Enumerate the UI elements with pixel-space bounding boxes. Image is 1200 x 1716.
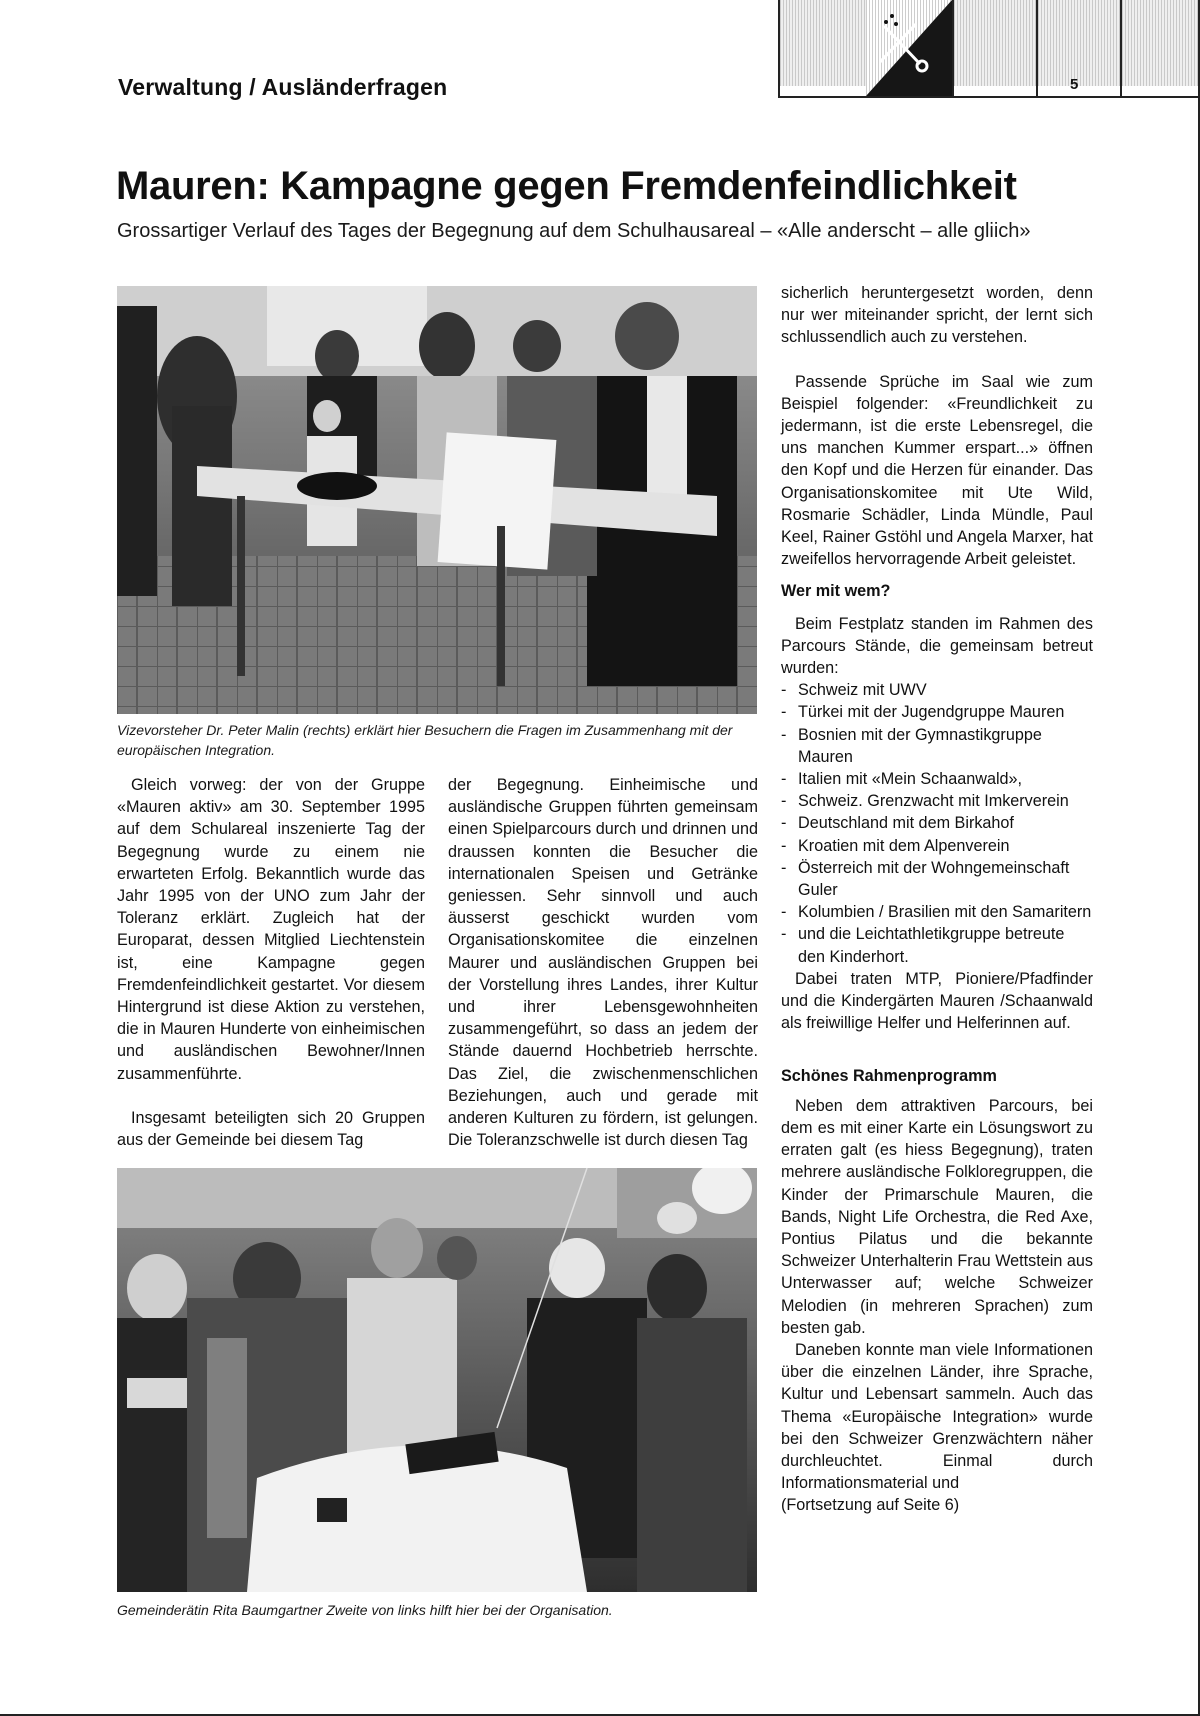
stand-list (781, 679, 1093, 968)
article-title: Mauren: Kampagne gegen Fremdenfeindlichkeit (116, 164, 1017, 208)
photo2-caption: Gemeinderätin Rita Baumgartner Zweite von links hilft hier bei der Organisation. (117, 1602, 613, 1618)
list-item: - Italien mit «Mein Schaanwald», (781, 768, 1093, 790)
tab-cell (1038, 0, 1122, 98)
list-item: - Kolumbien / Brasilien mit den Samaritern (781, 901, 1093, 923)
subheading-rahmenprogramm: Schönes Rahmenprogramm (781, 1066, 997, 1085)
text-column-3 (781, 282, 1093, 1517)
article-subtitle: Grossartiger Verlauf des Tages der Begegnung auf dem Schulhausareal – «Alle anderscht – alle gliich» (117, 220, 1031, 242)
crossed-tools-icon (866, 0, 952, 96)
paragraph: Gleich vorweg: der von der Gruppe «Mauren aktiv» am 30. September 1995 auf dem Schulareal inszenierte Tag der Begegnung wurde zu einem nie erwarteten Erfolg. Bekanntlich wurde das Jahr 1995 von der UNO zum Jahr der Toleranz erklärt. Zugleich hat der Europarat, dessen Mitglied Liechtenstein ist, eine Kampagne gegen Fremdenfeindlichkeit gestartet. Vor diesem Hintergrund ist diese Aktion zu verstehen, die in Mauren Hunderte von einheimischen und ausländischen Bewohner/Innen zusammenführte. (117, 776, 425, 1083)
header-rule (778, 96, 1200, 98)
tab-cell (778, 0, 868, 98)
logo-tab (866, 0, 954, 98)
paragraph: sicherlich heruntergesetzt worden, denn nur wer miteinander spricht, der lernt sich schlussendlich auch zu verstehen. (781, 284, 1093, 347)
paragraph: Neben dem attraktiven Parcours, bei dem es mit einer Karte ein Lösungswort zu erraten galt (es hiess Begegnung), traten mehrere ausländische Folkloregruppen, die Kinder der Primarschule Mauren, die Bands, Night Life Orchestra, die Red Axe, Pontius Pilatus und die bekannte Schweizer Unterhalterin Frau Wettstein aus Unterwasser auf; welche Schweizer Melodien (in mehreren Sprachen) zum besten gab. (781, 1096, 1093, 1337)
tab-cell (954, 0, 1038, 98)
list-item: - Schweiz. Grenzwacht mit Imkerverein (781, 790, 1093, 812)
photo-info-stand (117, 286, 757, 714)
header-tab-strip (778, 0, 1200, 98)
paragraph: Passende Sprüche im Saal wie zum Beispiel folgender: «Freundlichkeit zu jedermann, ist die erste Lebensregel, die uns manchen Kummer erspart...» öffnen den Kopf und die Herzen für einander. Das Organisationskomitee mit Ute Wild, Rosmarie Schädler, Linda Mündle, Paul Keel, Rainer Gstöhl und Angela Marxer, hat zweifellos hervorragende Arbeit geleistet. (781, 372, 1093, 569)
paragraph: Insgesamt beteiligten sich 20 Gruppen aus der Gemeinde bei diesem Tag (117, 1108, 425, 1150)
list-item: - Bosnien mit der Gymnastikgruppe Mauren (781, 724, 1093, 768)
tab-cell (1122, 0, 1200, 98)
list-item: - Türkei mit der Jugendgruppe Mauren (781, 701, 1093, 723)
photo-organisation (117, 1168, 757, 1592)
paragraph: der Begegnung. Einheimische und ausländische Gruppen führten gemeinsam einen Spielparcours durch und drinnen und draussen konnten die Besucher die internationalen Speisen und Getränke geniessen. Sehr sinnvoll und auch äusserst geschickt wurden vom Organisationskomitee die einzelnen Maurer und ausländischen Gruppen bei der Vorstellung ihres Landes, ihrer Kultur und ihrer Lebensgewohnheiten zusammengeführt, so dass an jedem der Stände dauernd Hochbetrieb herrschte. Das Ziel, die zwischenmenschlichen Beziehungen, auch und gerade mit anderen Kulturen zu fördern, ist gelungen. Die Toleranzschwelle ist durch diesen Tag (448, 776, 758, 1150)
list-item: - und die Leichtathletikgruppe betreute den Kinderhort. (781, 923, 1093, 967)
list-item: - Schweiz mit UWV (781, 679, 1093, 701)
text-column-2 (448, 774, 758, 1151)
continuation-note: (Fortsetzung auf Seite 6) (781, 1496, 960, 1515)
paragraph: Daneben konnte man viele Informationen über die einzelnen Länder, ihre Sprache, Kultur und Lebensart sammeln. Auch das Thema «Europäische Integration» wurde bei den Schweizer Grenzwächtern näher durchleuchtet. Einmal durch Informationsmaterial und (781, 1340, 1093, 1493)
list-item: - Deutschland mit dem Birkahof (781, 812, 1093, 834)
section-title: Verwaltung / Ausländerfragen (118, 74, 448, 100)
list-item: - Österreich mit der Wohngemeinschaft Guler (781, 857, 1093, 901)
photo1-caption: Vizevorsteher Dr. Peter Malin (rechts) erklärt hier Besuchern die Fragen im Zusammenhang mit der europäischen Integration. (117, 722, 733, 758)
text-column-1 (117, 774, 425, 1151)
page-number: 5 (1070, 76, 1079, 93)
paragraph: Dabei traten MTP, Pioniere/Pfadfinder und die Kindergärten Mauren /Schaanwald als freiwillige Helfer und Helferinnen auf. (781, 969, 1093, 1033)
paragraph: Beim Festplatz standen im Rahmen des Parcours Stände, die gemeinsam betreut wurden: (781, 614, 1093, 678)
subheading-wer-mit-wem: Wer mit wem? (781, 582, 891, 601)
list-item: - Kroatien mit dem Alpenverein (781, 835, 1093, 857)
